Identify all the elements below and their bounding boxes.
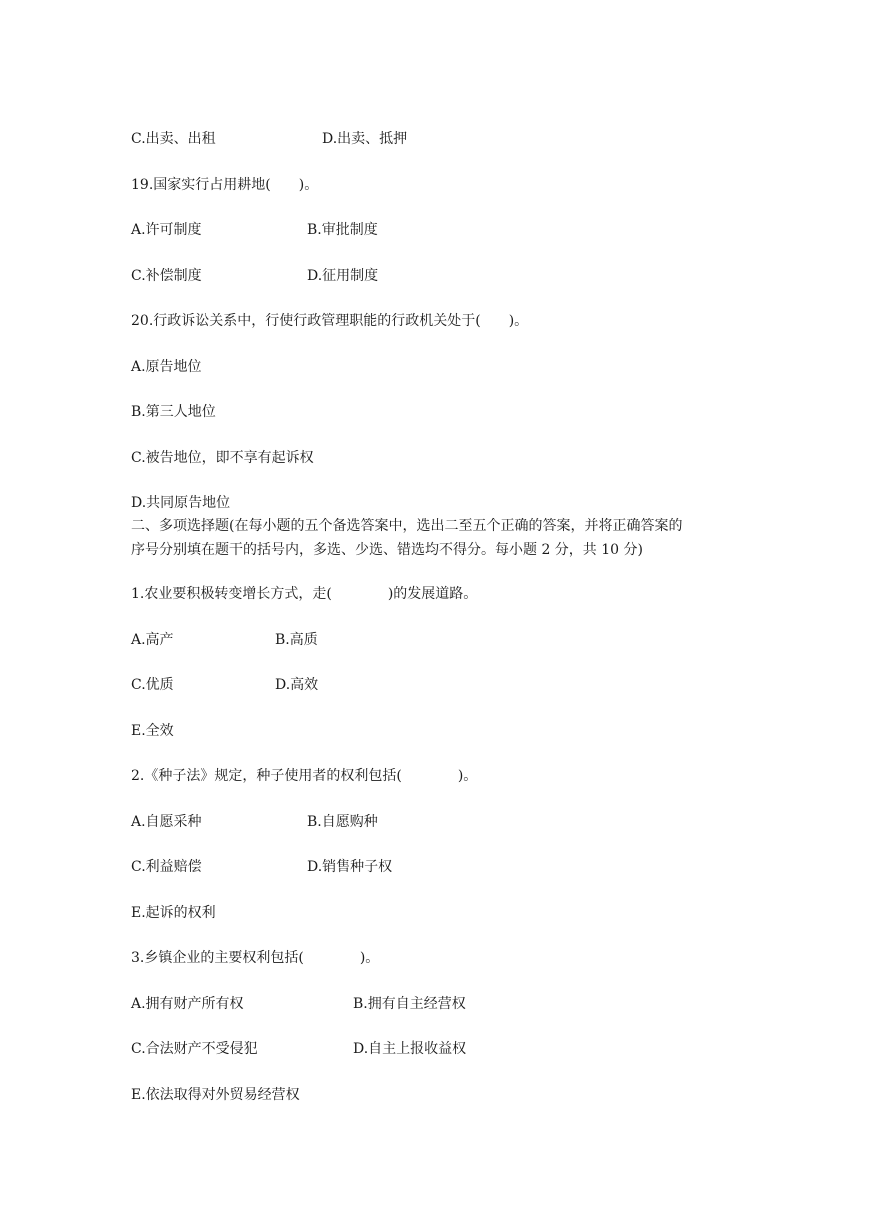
section2-heading-line1: 二、多项选择题(在每小题的五个备选答案中，选出二至五个正确的答案，并将正确答案的 [131,518,683,534]
mq2-option-b: B.自愿购种 [307,814,378,830]
q19-option-d: D.征用制度 [307,268,379,284]
mq3-stem: 3.乡镇企业的主要权利包括( )。 [131,950,380,966]
mq2-stem: 2.《种子法》规定，种子使用者的权利包括( )。 [131,768,478,784]
q19-stem: 19.国家实行占用耕地( )。 [131,177,319,193]
mq1-option-e: E.全效 [131,723,174,739]
mq1-option-d: D.高效 [275,677,319,693]
q19-option-c: C.补偿制度 [131,268,202,284]
q18-option-c: C.出卖、出租 [131,131,216,147]
q20-option-a: A.原告地位 [131,359,202,375]
mq3-option-c: C.合法财产不受侵犯 [131,1041,258,1057]
mq1-option-c: C.优质 [131,677,174,693]
mq1-stem: 1.农业要积极转变增长方式，走( )的发展道路。 [131,586,478,602]
q20-option-d: D.共同原告地位 [131,495,231,511]
mq3-option-e: E.依法取得对外贸易经营权 [131,1087,300,1103]
q18-option-d: D.出卖、抵押 [322,131,408,147]
q19-option-a: A.许可制度 [131,222,202,238]
q20-option-c: C.被告地位，即不享有起诉权 [131,450,314,466]
q20-option-b: B.第三人地位 [131,404,216,420]
mq1-option-b: B.高质 [275,632,318,648]
section2-heading-line2: 序号分别填在题干的括号内，多选、少选、错选均不得分。每小题 2 分，共 10 分) [131,542,643,558]
mq1-option-a: A.高产 [131,632,174,648]
mq3-option-b: B.拥有自主经营权 [353,996,466,1012]
mq2-option-d: D.销售种子权 [307,859,393,875]
mq3-option-a: A.拥有财产所有权 [131,996,244,1012]
q19-option-b: B.审批制度 [307,222,378,238]
mq2-option-c: C.利益赔偿 [131,859,202,875]
q20-stem: 20.行政诉讼关系中，行使行政管理职能的行政机关处于( )。 [131,313,529,329]
mq3-option-d: D.自主上报收益权 [353,1041,467,1057]
mq2-option-a: A.自愿采种 [131,814,202,830]
mq2-option-e: E.起诉的权利 [131,905,216,921]
